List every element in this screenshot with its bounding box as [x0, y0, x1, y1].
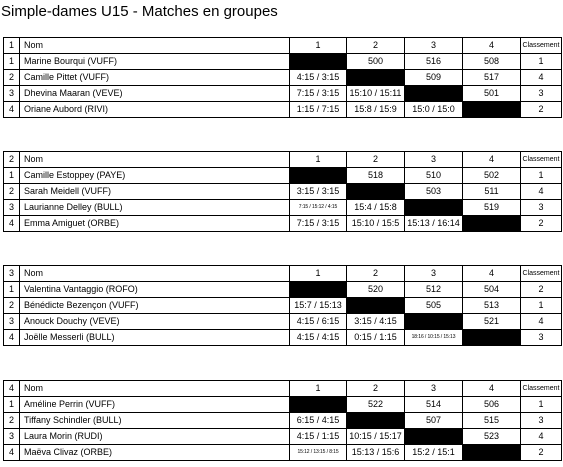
player-row: [4, 314, 562, 330]
self-match-cell: [405, 429, 463, 445]
name-column-header: Nom: [20, 152, 290, 168]
opponent-column-header: 4: [463, 266, 521, 282]
match-number-cell: 509: [405, 70, 463, 86]
self-match-cell: [463, 445, 521, 461]
self-match-cell: [405, 86, 463, 102]
self-match-cell: [347, 413, 405, 429]
opponent-column-header: 1: [290, 152, 347, 168]
match-score-cell: 4:15 / 1:15: [290, 429, 347, 445]
player-name: Tiffany Schindler (BULL): [20, 413, 290, 429]
player-index: 4: [4, 330, 20, 346]
player-name: Valentina Vantaggio (ROFO): [20, 282, 290, 298]
ranking-column-header: Classement: [521, 266, 562, 282]
self-match-cell: [405, 314, 463, 330]
player-index: 1: [4, 397, 20, 413]
player-index: 2: [4, 298, 20, 314]
player-index: 4: [4, 216, 20, 232]
self-match-cell: [290, 168, 347, 184]
match-score-cell: 15:0 / 15:0: [405, 102, 463, 118]
player-index: 2: [4, 70, 20, 86]
player-row: [4, 429, 562, 445]
match-score-cell: 4:15 / 6:15: [290, 314, 347, 330]
player-row: [4, 413, 562, 429]
match-score-cell: 15:2 / 15:1: [405, 445, 463, 461]
match-score-cell: 10:15 / 15:17: [347, 429, 405, 445]
match-number-cell: 515: [463, 413, 521, 429]
match-number-cell: 521: [463, 314, 521, 330]
player-rank: 4: [521, 70, 562, 86]
group-table: [3, 37, 562, 118]
name-column-header: Nom: [20, 266, 290, 282]
player-row: [4, 102, 562, 118]
player-row: [4, 184, 562, 200]
match-number-cell: 519: [463, 200, 521, 216]
match-number-cell: 523: [463, 429, 521, 445]
match-score-cell: 15:10 / 15:11: [347, 86, 405, 102]
player-index: 2: [4, 184, 20, 200]
opponent-column-header: 3: [405, 266, 463, 282]
player-index: 2: [4, 413, 20, 429]
player-row: [4, 282, 562, 298]
match-number-cell: 507: [405, 413, 463, 429]
match-score-cell: 0:15 / 1:15: [347, 330, 405, 346]
match-score-cell: 7:15 / 3:15: [290, 86, 347, 102]
opponent-column-header: 4: [463, 38, 521, 54]
ranking-column-header: Classement: [521, 152, 562, 168]
player-row: [4, 445, 562, 461]
self-match-cell: [347, 70, 405, 86]
group-header-row: [4, 152, 562, 168]
player-rank: 1: [521, 168, 562, 184]
self-match-cell: [405, 200, 463, 216]
match-number-cell: 520: [347, 282, 405, 298]
player-name: Anouck Douchy (VEVE): [20, 314, 290, 330]
match-number-cell: 513: [463, 298, 521, 314]
name-column-header: Nom: [20, 381, 290, 397]
ranking-column-header: Classement: [521, 38, 562, 54]
match-number-cell: 505: [405, 298, 463, 314]
player-rank: 4: [521, 429, 562, 445]
player-rank: 1: [521, 397, 562, 413]
player-row: [4, 70, 562, 86]
player-index: 1: [4, 54, 20, 70]
opponent-column-header: 3: [405, 152, 463, 168]
player-index: 3: [4, 429, 20, 445]
match-score-cell: 6:15 / 4:15: [290, 413, 347, 429]
player-index: 1: [4, 282, 20, 298]
player-index: 1: [4, 168, 20, 184]
group-table: [3, 380, 562, 461]
self-match-cell: [290, 282, 347, 298]
player-rank: 3: [521, 330, 562, 346]
match-score-cell: 4:15 / 4:15: [290, 330, 347, 346]
self-match-cell: [290, 397, 347, 413]
match-number-cell: 501: [463, 86, 521, 102]
player-rank: 1: [521, 54, 562, 70]
player-name: Maëva Clivaz (ORBE): [20, 445, 290, 461]
player-rank: 4: [521, 184, 562, 200]
player-name: Dhevina Maaran (VEVE): [20, 86, 290, 102]
match-score-cell: 15:10 / 15:5: [347, 216, 405, 232]
player-rank: 2: [521, 216, 562, 232]
match-score-cell: 4:15 / 3:15: [290, 70, 347, 86]
match-number-cell: 511: [463, 184, 521, 200]
self-match-cell: [463, 102, 521, 118]
player-index: 3: [4, 200, 20, 216]
match-number-cell: 504: [463, 282, 521, 298]
player-row: [4, 200, 562, 216]
player-index: 4: [4, 102, 20, 118]
player-name: Emma Amiguet (ORBE): [20, 216, 290, 232]
opponent-column-header: 1: [290, 381, 347, 397]
group-number: 2: [4, 152, 20, 168]
player-name: Améline Perrin (VUFF): [20, 397, 290, 413]
self-match-cell: [347, 184, 405, 200]
player-name: Marine Bourqui (VUFF): [20, 54, 290, 70]
player-row: [4, 54, 562, 70]
player-rank: 2: [521, 282, 562, 298]
match-number-cell: 500: [347, 54, 405, 70]
player-name: Joëlle Messerli (BULL): [20, 330, 290, 346]
player-name: Bénédicte Bezençon (VUFF): [20, 298, 290, 314]
match-number-cell: 508: [463, 54, 521, 70]
group-number: 4: [4, 381, 20, 397]
player-index: 3: [4, 314, 20, 330]
player-rank: 3: [521, 200, 562, 216]
group-header-row: [4, 266, 562, 282]
player-rank: 3: [521, 413, 562, 429]
match-number-cell: 503: [405, 184, 463, 200]
player-name: Laura Morin (RUDI): [20, 429, 290, 445]
match-number-cell: 502: [463, 168, 521, 184]
group-header-row: [4, 38, 562, 54]
match-score-cell: 1:15 / 7:15: [290, 102, 347, 118]
match-score-cell: 15:13 / 16:14: [405, 216, 463, 232]
match-score-cell: 7:15 / 15:12 / 4:15: [290, 200, 347, 216]
player-index: 4: [4, 445, 20, 461]
player-row: [4, 86, 562, 102]
match-number-cell: 522: [347, 397, 405, 413]
match-score-cell: 3:15 / 3:15: [290, 184, 347, 200]
match-number-cell: 510: [405, 168, 463, 184]
self-match-cell: [347, 298, 405, 314]
opponent-column-header: 4: [463, 381, 521, 397]
match-number-cell: 518: [347, 168, 405, 184]
opponent-column-header: 2: [347, 152, 405, 168]
group-header-row: [4, 381, 562, 397]
group-number: 1: [4, 38, 20, 54]
player-row: [4, 216, 562, 232]
match-score-cell: 18:16 / 10:15 / 15:13: [405, 330, 463, 346]
match-score-cell: 15:13 / 15:6: [347, 445, 405, 461]
match-score-cell: 15:8 / 15:9: [347, 102, 405, 118]
player-rank: 2: [521, 445, 562, 461]
group-table: [3, 265, 562, 346]
opponent-column-header: 2: [347, 381, 405, 397]
name-column-header: Nom: [20, 38, 290, 54]
player-index: 3: [4, 86, 20, 102]
group-number: 3: [4, 266, 20, 282]
self-match-cell: [463, 216, 521, 232]
self-match-cell: [463, 330, 521, 346]
player-rank: 4: [521, 314, 562, 330]
player-name: Laurianne Delley (BULL): [20, 200, 290, 216]
match-score-cell: 15:4 / 15:8: [347, 200, 405, 216]
match-number-cell: 514: [405, 397, 463, 413]
group-table: [3, 151, 562, 232]
match-score-cell: 15:7 / 15:13: [290, 298, 347, 314]
match-score-cell: 7:15 / 3:15: [290, 216, 347, 232]
player-name: Camille Pittet (VUFF): [20, 70, 290, 86]
opponent-column-header: 2: [347, 38, 405, 54]
player-name: Camille Estoppey (PAYE): [20, 168, 290, 184]
opponent-column-header: 1: [290, 38, 347, 54]
player-name: Oriane Aubord (RIVI): [20, 102, 290, 118]
ranking-column-header: Classement: [521, 381, 562, 397]
player-row: [4, 397, 562, 413]
opponent-column-header: 1: [290, 266, 347, 282]
player-row: [4, 168, 562, 184]
player-rank: 3: [521, 86, 562, 102]
page-title: Simple-dames U15 - Matches en groupes: [1, 3, 278, 20]
player-row: [4, 298, 562, 314]
player-name: Sarah Meidell (VUFF): [20, 184, 290, 200]
match-number-cell: 517: [463, 70, 521, 86]
opponent-column-header: 3: [405, 38, 463, 54]
player-row: [4, 330, 562, 346]
opponent-column-header: 3: [405, 381, 463, 397]
match-score-cell: 3:15 / 4:15: [347, 314, 405, 330]
match-score-cell: 15:12 / 13:15 / 8:15: [290, 445, 347, 461]
self-match-cell: [290, 54, 347, 70]
match-number-cell: 512: [405, 282, 463, 298]
opponent-column-header: 2: [347, 266, 405, 282]
match-number-cell: 506: [463, 397, 521, 413]
player-rank: 1: [521, 298, 562, 314]
player-rank: 2: [521, 102, 562, 118]
opponent-column-header: 4: [463, 152, 521, 168]
match-number-cell: 516: [405, 54, 463, 70]
